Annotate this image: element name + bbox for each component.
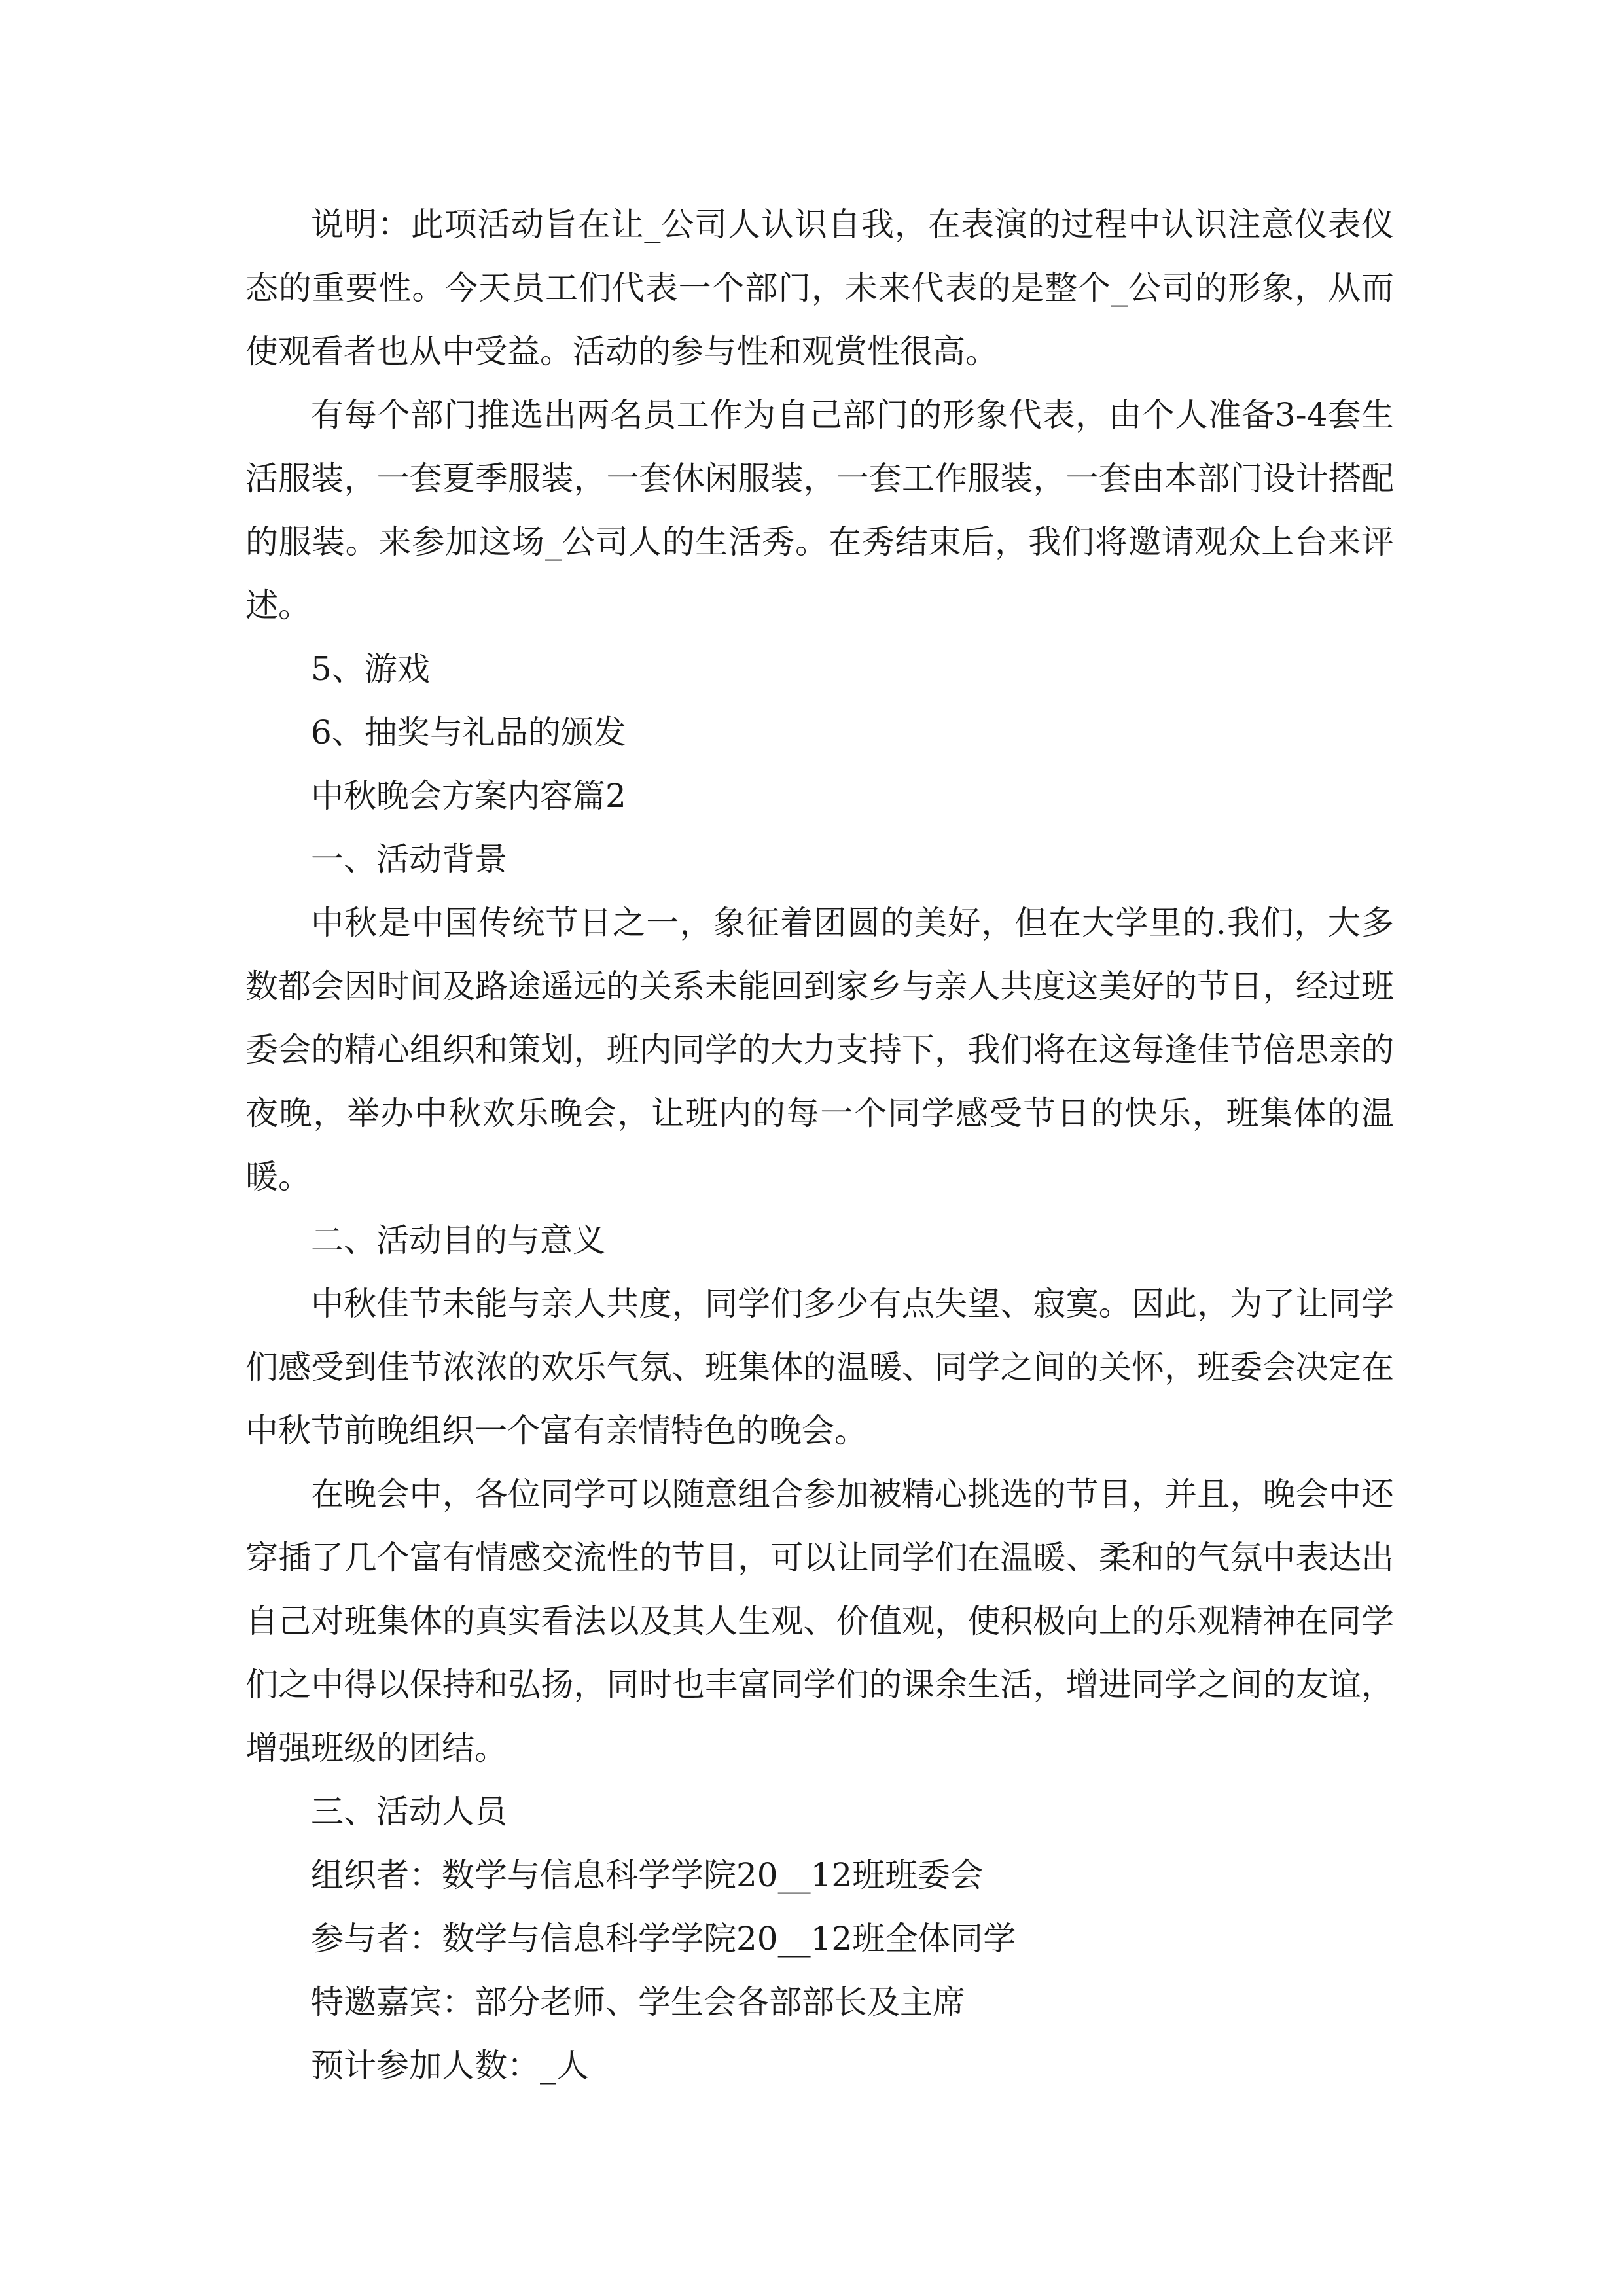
heading-background: 一、活动背景	[311, 840, 507, 878]
list-item-games: 5、游戏	[311, 650, 430, 688]
heading-participants: 三、活动人员	[311, 1793, 507, 1831]
guest-line: 特邀嘉宾：部分老师、学生会各部部长及主席	[311, 1983, 965, 2021]
paragraph-department-representatives: 有每个部门推选出两名员工作为自己部门的形象代表，由个人准备3-4套生活服装，一套夏季服装，一套休闲服装，一套工作服装，一套由本部门设计搭配的服装。来参加这场_公司人的生活秀。在秀结束后，我们将邀请观众上台来评述。	[245, 396, 1394, 624]
organizer-line: 组织者：数学与信息科学学院20__12班班委会	[311, 1856, 984, 1894]
paragraph-program-details: 在晚会中，各位同学可以随意组合参加被精心挑选的节目，并且，晚会中还穿插了几个富有情感交流性的节目，可以让同学们在温暖、柔和的气氛中表达出自己对班集体的真实看法以及其人生观、价值观，使积极向上的乐观精神在同学们之中得以保持和弘扬，同时也丰富同学们的课余生活，增进同学之间的友谊，增强班级的团结。	[245, 1475, 1394, 1767]
section-title: 中秋晚会方案内容篇2	[311, 777, 626, 815]
paragraph-purpose: 中秋佳节未能与亲人共度，同学们多少有点失望、寂寞。因此，为了让同学们感受到佳节浓浓的欢乐气氛、班集体的温暖、同学之间的关怀，班委会决定在中秋节前晚组织一个富有亲情特色的晚会。	[245, 1285, 1394, 1450]
paragraph-background: 中秋是中国传统节日之一，象征着团圆的美好，但在大学里的.我们，大多数都会因时间及路途遥远的关系未能回到家乡与亲人共度这美好的节日，经过班委会的精心组织和策划，班内同学的大力支持下，我们将在这每逢佳节倍思亲的夜晚，举办中秋欢乐晚会，让班内的每一个同学感受节日的快乐，班集体的温暖。	[245, 904, 1394, 1196]
paragraph-description: 说明：此项活动旨在让_公司人认识自我，在表演的过程中认识注意仪表仪态的重要性。今天员工们代表一个部门，未来代表的是整个_公司的形象，从而使观看者也从中受益。活动的参与性和观赏性很高。	[245, 206, 1394, 370]
document-body	[245, 193, 1394, 2098]
participant-line: 参与者：数学与信息科学学院20__12班全体同学	[311, 1920, 1016, 1958]
heading-purpose: 二、活动目的与意义	[311, 1221, 605, 1259]
list-item-lottery: 6、抽奖与礼品的颁发	[311, 713, 626, 751]
attendance-line: 预计参加人数：_人	[311, 2047, 589, 2085]
